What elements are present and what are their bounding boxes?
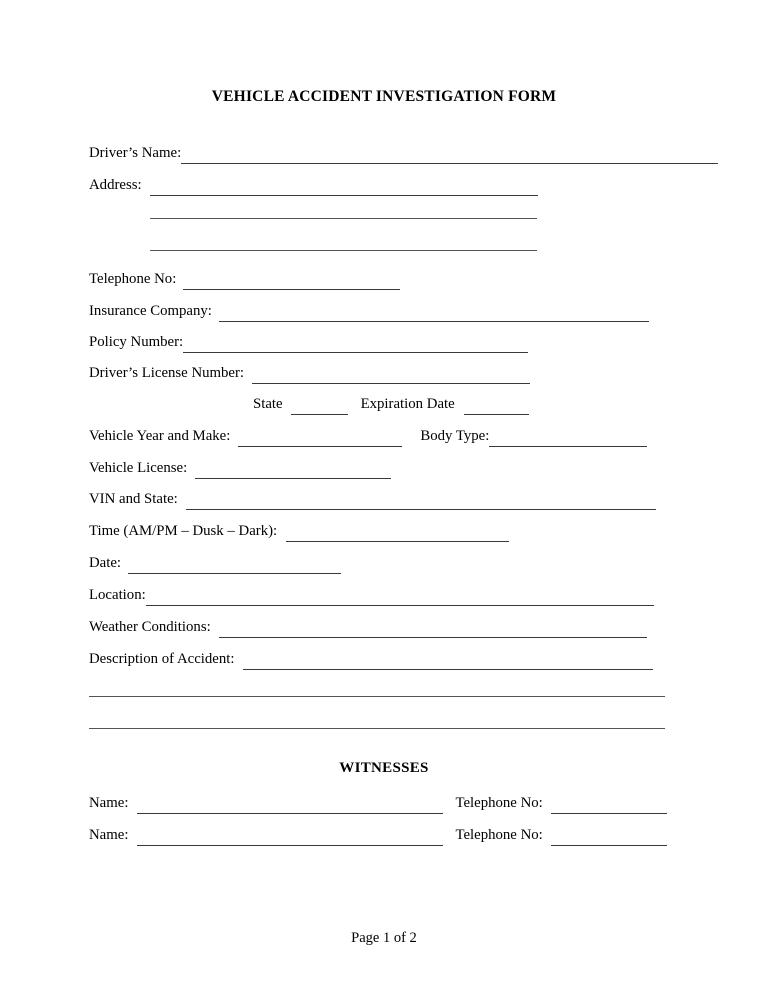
expiration-date-input[interactable] [464, 399, 529, 415]
date-input[interactable] [128, 558, 341, 574]
witnesses-heading: WITNESSES [339, 760, 429, 776]
address-label: Address: [89, 177, 142, 193]
drivers-license-number-input[interactable] [252, 368, 530, 384]
weather-conditions-input[interactable] [219, 622, 647, 638]
policy-number-label: Policy Number: [89, 334, 184, 350]
field-row-vehicle-license [89, 457, 391, 479]
field-row-vin-and-state [89, 488, 656, 510]
witness-2-name-input[interactable] [137, 830, 443, 846]
address-input-line-2[interactable] [150, 218, 537, 219]
field-row-weather-conditions [89, 616, 647, 638]
location-input[interactable] [146, 590, 654, 606]
address-input-line-3[interactable] [150, 250, 537, 251]
weather-conditions-label: Weather Conditions: [89, 619, 211, 635]
policy-number-input[interactable] [183, 337, 528, 353]
state-input[interactable] [291, 399, 348, 415]
vehicle-license-label: Vehicle License: [89, 460, 188, 476]
insurance-company-label: Insurance Company: [89, 303, 212, 319]
witness-2-telephone-label: Telephone No: [455, 827, 543, 843]
page-title: VEHICLE ACCIDENT INVESTIGATION FORM [211, 88, 557, 105]
field-row-time [89, 520, 509, 542]
location-label: Location: [89, 587, 146, 603]
witness-row-2 [89, 824, 667, 846]
vin-and-state-input[interactable] [186, 494, 656, 510]
witness-2-name-label: Name: [89, 827, 129, 843]
description-input-line-3[interactable] [89, 728, 665, 729]
field-row-drivers-name [89, 142, 718, 164]
state-label: State [253, 396, 283, 412]
witness-row-1 [89, 792, 667, 814]
witness-2-telephone-input[interactable] [551, 830, 667, 846]
time-input[interactable] [286, 526, 509, 542]
field-row-drivers-license-number [89, 362, 530, 384]
witness-1-name-label: Name: [89, 795, 129, 811]
field-row-insurance-company [89, 300, 649, 322]
witness-1-name-input[interactable] [137, 798, 443, 814]
telephone-label: Telephone No: [89, 271, 177, 287]
field-row-state-expiration [253, 393, 529, 415]
expiration-date-label: Expiration Date [360, 396, 455, 412]
field-row-vehicle-year-make [89, 425, 647, 447]
field-row-description-of-accident [89, 648, 653, 670]
body-type-label: Body Type: [420, 428, 490, 444]
vin-and-state-label: VIN and State: [89, 491, 178, 507]
time-label: Time (AM/PM – Dusk – Dark): [89, 523, 278, 539]
address-input-line-1[interactable] [150, 180, 538, 196]
date-label: Date: [89, 555, 122, 571]
drivers-name-input[interactable] [181, 148, 718, 164]
vehicle-year-make-input[interactable] [238, 431, 402, 447]
field-row-date [89, 552, 341, 574]
insurance-company-input[interactable] [219, 306, 649, 322]
page-footer: Page 1 of 2 [351, 930, 417, 946]
drivers-license-number-label: Driver’s License Number: [89, 365, 245, 381]
drivers-name-label: Driver’s Name: [89, 145, 182, 161]
field-row-address [89, 174, 538, 196]
description-of-accident-input[interactable] [243, 654, 653, 670]
field-row-policy-number [89, 331, 528, 353]
telephone-input[interactable] [183, 274, 400, 290]
field-row-telephone [89, 268, 400, 290]
field-row-location [89, 584, 654, 606]
witness-1-telephone-input[interactable] [551, 798, 667, 814]
vehicle-year-make-label: Vehicle Year and Make: [89, 428, 231, 444]
body-type-input[interactable] [489, 431, 647, 447]
witness-1-telephone-label: Telephone No: [455, 795, 543, 811]
description-of-accident-label: Description of Accident: [89, 651, 235, 667]
description-input-line-2[interactable] [89, 696, 665, 697]
vehicle-license-input[interactable] [195, 463, 391, 479]
